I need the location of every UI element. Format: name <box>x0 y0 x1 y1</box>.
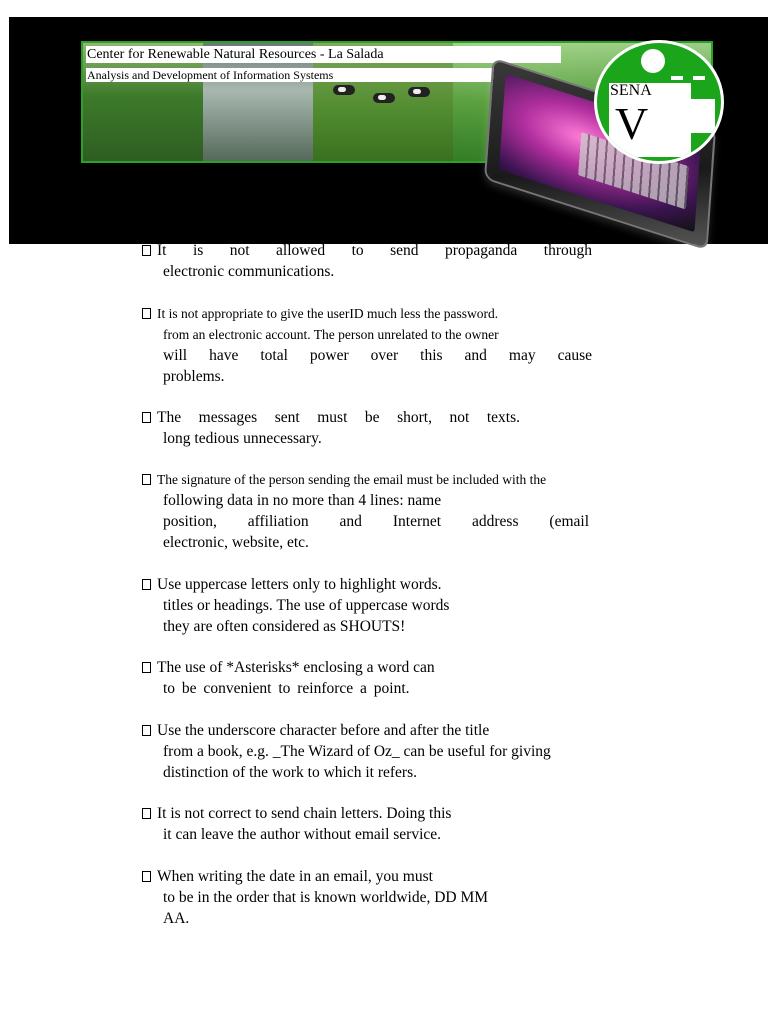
rule-line: position, affiliation and Internet address (email <box>163 513 589 530</box>
rule-line: electronic, website, etc. <box>163 534 309 551</box>
rule-line: they are often considered as SHOUTS! <box>163 618 406 635</box>
rule-item <box>142 803 592 845</box>
rule-item <box>142 657 592 699</box>
rule-line: AA. <box>163 910 190 927</box>
cow-icon <box>333 85 355 95</box>
logo-dash <box>671 76 683 80</box>
bullet-icon <box>142 871 151 882</box>
rule-line: The use of *Asterisks* enclosing a word can <box>157 659 435 676</box>
bullet-icon <box>142 308 151 319</box>
rule-item <box>142 469 604 553</box>
rule-line: following data in no more than 4 lines: name <box>163 492 442 509</box>
bullet-icon <box>142 808 151 819</box>
logo-text: SENA <box>610 82 652 99</box>
rule-line: to be in the order that is known worldwide, DD MM <box>163 889 489 906</box>
rule-line: long tedious unnecessary. <box>163 430 322 447</box>
bullet-icon <box>142 412 151 423</box>
rule-line: problems. <box>163 368 225 385</box>
rule-line: from an electronic account. The person unrelated to the owner <box>163 327 499 342</box>
bullet-icon <box>142 662 151 673</box>
rule-item <box>142 720 604 783</box>
sena-logo <box>594 40 724 164</box>
logo-dash <box>693 76 705 80</box>
rule-line: It is not allowed to send propaganda through <box>157 242 592 259</box>
logo-letter: V <box>615 98 649 149</box>
rule-line: When writing the date in an email, you must <box>157 868 433 885</box>
rule-line: The signature of the person sending the email must be included with the <box>157 472 547 487</box>
rule-item <box>142 866 592 929</box>
rule-line: from a book, e.g. _The Wizard of Oz_ can be useful for giving <box>163 743 551 760</box>
header-subtitle: Analysis and Development of Information Systems <box>86 68 495 82</box>
rule-line: electronic communications. <box>163 263 335 280</box>
rule-line: The messages sent must be short, not texts. <box>157 409 520 426</box>
bullet-icon <box>142 474 151 485</box>
bullet-icon <box>142 725 151 736</box>
rule-line: It is not correct to send chain letters. Doing this <box>157 805 452 822</box>
rule-line: Use the underscore character before and after the title <box>157 722 490 739</box>
rule-line: distinction of the work to which it refers. <box>163 764 417 781</box>
cow-icon <box>408 87 430 97</box>
bullet-icon <box>142 245 151 256</box>
rule-line: Use uppercase letters only to highlight words. <box>157 576 442 593</box>
rule-line: titles or headings. The use of uppercase words <box>163 597 450 614</box>
rule-line: will have total power over this and may cause <box>163 347 592 364</box>
header-title: Center for Renewable Natural Resources - La Salada <box>86 46 561 63</box>
rule-item <box>142 240 592 282</box>
rule-item <box>142 574 592 637</box>
rule-line: It is not appropriate to give the userID much less the password. <box>157 306 499 321</box>
rule-item <box>142 303 592 387</box>
rule-line: it can leave the author without email service. <box>163 826 442 843</box>
rule-item <box>142 407 592 449</box>
bullet-icon <box>142 579 151 590</box>
logo-dot <box>641 49 665 73</box>
rule-line: to be convenient to reinforce a point. <box>163 680 410 697</box>
cow-icon <box>373 93 395 103</box>
logo-bar <box>691 99 715 133</box>
